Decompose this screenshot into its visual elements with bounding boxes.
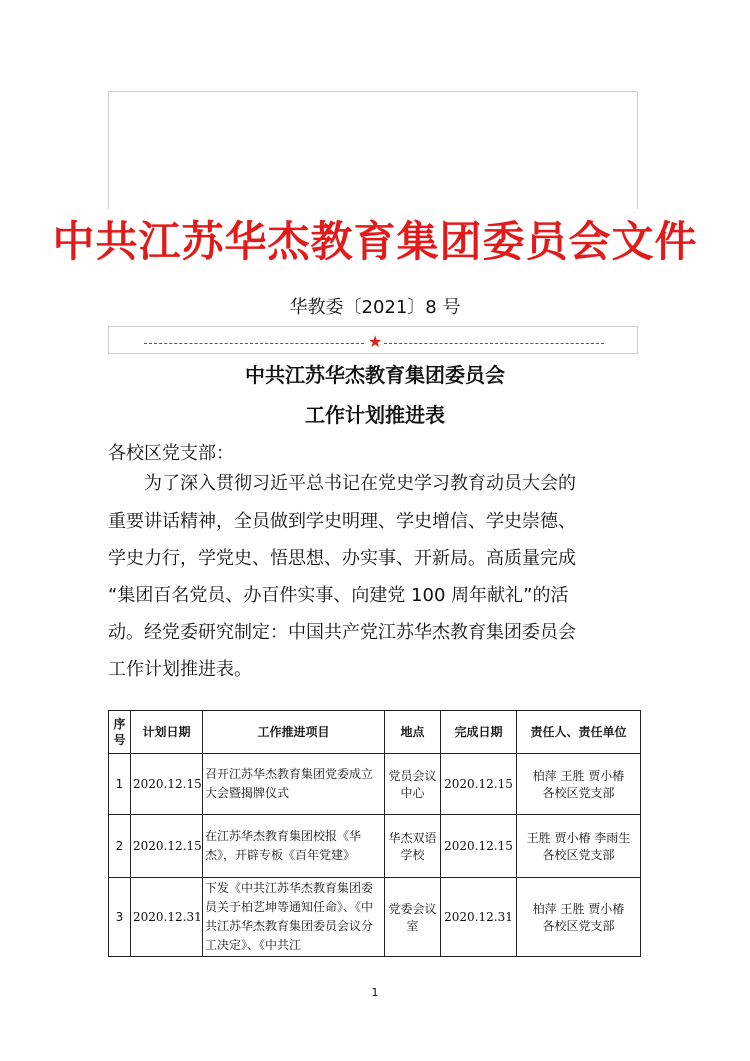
divider-dash-right (384, 343, 604, 344)
table-header-row (109, 711, 641, 754)
cell-plan-date: 2020.12.31 (131, 878, 203, 957)
divider-dash-left (144, 343, 364, 344)
page-title-line-2: 工作计划推进表 (305, 403, 445, 427)
cell-responsible (517, 878, 641, 957)
cell-done-date: 2020.12.15 (441, 815, 517, 878)
cell-item: 在江苏华杰教育集团校报《华杰》，开辟专板《百年党建》 (203, 815, 385, 878)
cell-responsible (517, 754, 641, 815)
header-done-date: 完成日期 (441, 711, 517, 754)
cell-person: 王胜 贾小椿 李雨生 (526, 831, 631, 845)
red-divider (144, 332, 604, 351)
table-row (109, 754, 641, 815)
cell-item: 召开江苏华杰教育集团党委成立大会暨揭牌仪式 (203, 754, 385, 815)
header-plan-date: 计划日期 (131, 711, 203, 754)
cell-unit: 各校区党支部 (542, 919, 615, 933)
cell-responsible (517, 815, 641, 878)
cell-no: 3 (109, 878, 131, 957)
salutation: 各校区党支部： (108, 443, 234, 464)
document-number: 华教委〔2021〕8 号 (289, 297, 461, 318)
work-plan-table (108, 710, 641, 957)
star-icon: ★ (368, 332, 383, 351)
body-line: 为了深入贯彻习近平总书记在党史学习教育动员大会的 (108, 473, 576, 494)
cell-unit: 各校区党支部 (542, 786, 615, 800)
header-item: 工作推进项目 (203, 711, 385, 754)
header-place: 地点 (385, 711, 441, 754)
table-row (109, 815, 641, 878)
header-no: 序号 (109, 711, 131, 754)
cell-person: 柏萍 王胜 贾小椿 (532, 902, 625, 916)
body-line: “集团百名党员、办百件实事、向建党 100 周年献礼”的活 (108, 585, 569, 606)
cell-person: 柏萍 王胜 贾小椿 (532, 769, 625, 783)
body-line: 重要讲话精神，全员做到学史明理、学史增信、学史崇德、 (108, 511, 576, 532)
cell-place: 党委会议室 (385, 878, 441, 957)
cell-item-text: 下发《中共江苏华杰教育集团委员关于柏艺坤等通知任命》、《中共江苏华杰教育集团委员会议分工决定》、《中共江 (205, 881, 374, 952)
cell-plan-date: 2020.12.15 (131, 815, 203, 878)
page-title-line-1: 中共江苏华杰教育集团委员会 (245, 363, 505, 387)
header-responsible: 责任人、责任单位 (517, 711, 641, 754)
cell-done-date: 2020.12.15 (441, 754, 517, 815)
cell-unit: 各校区党支部 (542, 848, 615, 862)
document-header-title: 中共江苏华杰教育集团委员会文件 (52, 217, 698, 266)
body-line: 工作计划推进表。 (108, 659, 252, 680)
table-row (109, 878, 641, 957)
page-number: 1 (371, 986, 379, 999)
cell-no: 1 (109, 754, 131, 815)
cell-plan-date: 2020.12.15 (131, 754, 203, 815)
cell-no: 2 (109, 815, 131, 878)
cell-done-date: 2020.12.31 (441, 878, 517, 957)
body-line: 动。经党委研究制定：中国共产党江苏华杰教育集团委员会 (108, 622, 576, 643)
cell-place: 党员会议中心 (385, 754, 441, 815)
body-line: 学史力行，学党史、悟思想、办实事、开新局。高质量完成 (108, 548, 576, 569)
cell-place: 华杰双语学校 (385, 815, 441, 878)
cell-item (203, 878, 385, 957)
header-frame-top (108, 91, 638, 209)
